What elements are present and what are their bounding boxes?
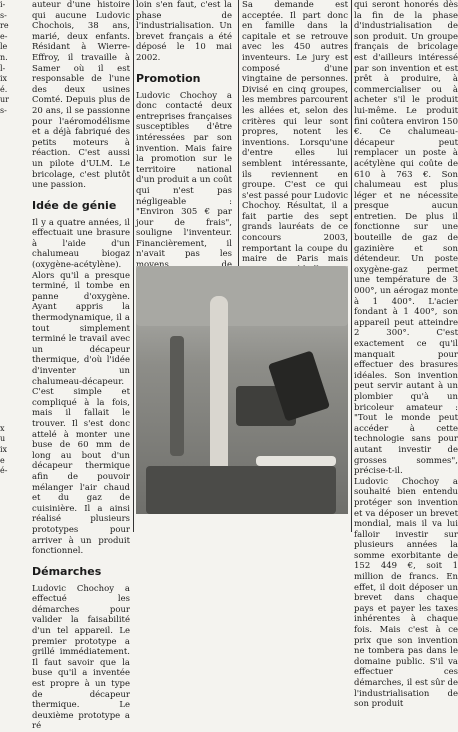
edge-fragment (0, 254, 22, 265)
photo-workbench-shadow (146, 466, 336, 514)
column-3 (242, 0, 348, 266)
edge-fragment (0, 286, 22, 297)
edge-fragment: x (0, 423, 5, 433)
edge-fragment: e (0, 455, 5, 465)
edge-fragment (0, 328, 22, 339)
edge-fragment (0, 212, 22, 223)
photo-highlight (256, 456, 336, 466)
edge-fragment: ix (0, 74, 8, 84)
article-paragraph: Sa demande est acceptée. Il part donc en famille dans la capitale et se retrouve avec les 450 autres inventeurs. Le jury est composé d'une vingtaine de personnes. Divisé en cinq groupes, les membres parcourent les allées et, selon des critères qui leur sont propres, notent les inventions. Lorsqu'une d'entre elles lui semblent intéressante, ils reviennent en groupe. C'est ce qui s'est passé pour Ludovic Chochoy. Résultat, il a fait partie des sept grands lauréats de ce concours 2003, remportant la coupe du maire de Paris mais (242, 0, 348, 265)
edge-fragment: s- (0, 10, 7, 20)
edge-fragment (0, 275, 22, 286)
edge-fragment (0, 307, 22, 318)
column-4 (354, 0, 458, 710)
article-paragraph: Ludovic Chochoy a donc contacté deux entreprises françaises susceptibles d'être intéressées par son invention. Mais faire la promotion sur le territoire national d'un produit a un coût qui n'est pas négligeable : "Environ 305 € par jour de frais", souligne l'inventeur. Financièrement, il n'avait pas les (136, 90, 232, 260)
column-left-edge (0, 0, 22, 532)
edge-fragment (0, 297, 22, 308)
subheading-demarches: Démarches (32, 564, 102, 578)
edge-fragment (0, 201, 22, 212)
edge-fragment (0, 159, 22, 170)
article-paragraph: auteur d'une histoire qui aucune Ludovic Chochois, 38 ans, marié, deux enfants. Résidant à Wierre-Effroy, il travaille à Samer où il est responsable de l'une des deux usines Comté. Depuis plus de 20 ans, il se passionne pour l'aéromodélisme et a déjà fabriqué des petits moteurs à réaction. C'est aussi un pilote d'ULM. Le bricolage, c'est plutôt une passion. (32, 0, 130, 191)
edge-fragment (0, 339, 22, 350)
subheading-idee-de-genie: Idée de génie (32, 198, 117, 212)
edge-fragment (0, 138, 22, 149)
edge-fragment (0, 360, 22, 371)
edge-fragment (0, 318, 22, 329)
article-photo (136, 266, 348, 514)
edge-fragment: ix (0, 444, 8, 454)
edge-fragment (0, 117, 22, 128)
left-edge-fragments (0, 0, 22, 477)
article-paragraph: Il y a quatre années, il effectuait une brasure à l'aide d'un chalumeau biogaz (oxygène-acétylène). Alors qu'il a presque terminé, il tombe en panne d'oxygène. Ayant appris la thermodynamique, il a tout simplement terminé le travail avec un décapeur thermique, d'où l'idée d'inventer un chalumeau-décapeur. C'est simple et compliqué à la fois, mais il fallait le trouver. Il s'est donc attelé à monter une buse de 60 mm de long au bout d'un décapeur thermique afin de pouvoir mélanger l'air chaud et du gaz de cuisinière. Il a ainsi réalisé plusieurs prototypes pour arriver à un produit fonctionnel. (32, 217, 130, 557)
edge-fragment: u (0, 434, 6, 444)
edge-fragment (0, 222, 22, 233)
article-paragraph: qui seront honorés dès la fin de la phase d'industrialisation de son produit. Un groupe français de bricolage est d'ailleurs intéressé par son invention et est prêt à produire, à commercialiser ou à acheter s'il le produit lui-même. Le produit fini coûtera environ 150 €. Ce chalumeau-décapeur peut remplacer un poste à acétylène qui coûte de 610 à 763 €. Son chalumeau est plus léger et ne nécessite presque aucun entretien. De plus il fonctionne sur une bouteille de gaz de gazinière et son détendeur. Un poste oxygène-gaz permet une température de 3 000°, un aérogaz monte à 1 400°. L'acier fondant à 1 400°, son appareil peut atteindre 2 300°. C'est exactement ce qu'il manquait pour effectuer des brasures idéales. Son invention peut servir autant à un plombier qu'à un bricoleur amateur : "Tout le monde peut accéder à cette technologie sans pour autant investir de grosses sommes", précise-t-il. (354, 0, 458, 477)
edge-fragment (0, 170, 22, 181)
edge-fragment: i- (0, 0, 6, 9)
edge-fragment (0, 413, 22, 424)
column-1 (32, 0, 130, 732)
edge-fragment: re (0, 21, 9, 31)
edge-fragment (0, 244, 22, 255)
edge-fragment (0, 148, 22, 159)
edge-fragment (0, 233, 22, 244)
column-divider (238, 0, 239, 266)
edge-fragment (0, 191, 22, 202)
edge-fragment (0, 127, 22, 138)
column-2 (136, 0, 232, 266)
edge-fragment: e- (0, 31, 8, 41)
article-paragraph: Ludovic Chochoy a souhaité bien entendu protéger son invention et va déposer un brevet mondial, mais il va lui falloir investir sur plusieurs années la somme exorbitante de 152 449 €, soit 1 million de francs. En effet, il doit déposer un brevet dans chaque pays et payer les taxes inhérentes à chaque fois. Mais c'est à ce prix que son invention ne tombera pas dans le domaine public. S'il va effectuer ces démarches, il est sûr de l'industrialisation de son produit (354, 476, 458, 710)
edge-fragment (0, 180, 22, 191)
edge-fragment (0, 381, 22, 392)
edge-fragment (0, 371, 22, 382)
edge-fragment: l- (0, 63, 6, 73)
edge-fragment: ur (0, 95, 9, 105)
edge-fragment (0, 265, 22, 276)
photo-background-wall (136, 266, 348, 326)
edge-fragment (0, 403, 22, 414)
subheading-promotion: Promotion (136, 71, 201, 85)
edge-fragment (0, 392, 22, 403)
edge-fragment: le (0, 42, 8, 52)
edge-fragment: é. (0, 84, 8, 94)
edge-fragment (0, 350, 22, 361)
column-divider (351, 0, 352, 532)
edge-fragment: é- (0, 466, 8, 476)
column-divider (133, 0, 134, 532)
article-paragraph: Ludovic Chochoy a effectué les démarches pour valider la faisabilité d'un tel appareil. Le premier prototype a grillé immédiatement. Il faut savoir que la buse qu'il a inventée est propre à un type de décapeur thermique. Le deuxième prototype a ré (32, 583, 130, 732)
edge-fragment: n. (0, 52, 8, 62)
edge-fragment: s- (0, 105, 7, 115)
article-paragraph: loin s'en faut, c'est la phase de l'industrialisation. Un brevet français a été déposé le 10 mai 2002. (136, 0, 232, 63)
photo-gas-bottle (170, 336, 184, 456)
